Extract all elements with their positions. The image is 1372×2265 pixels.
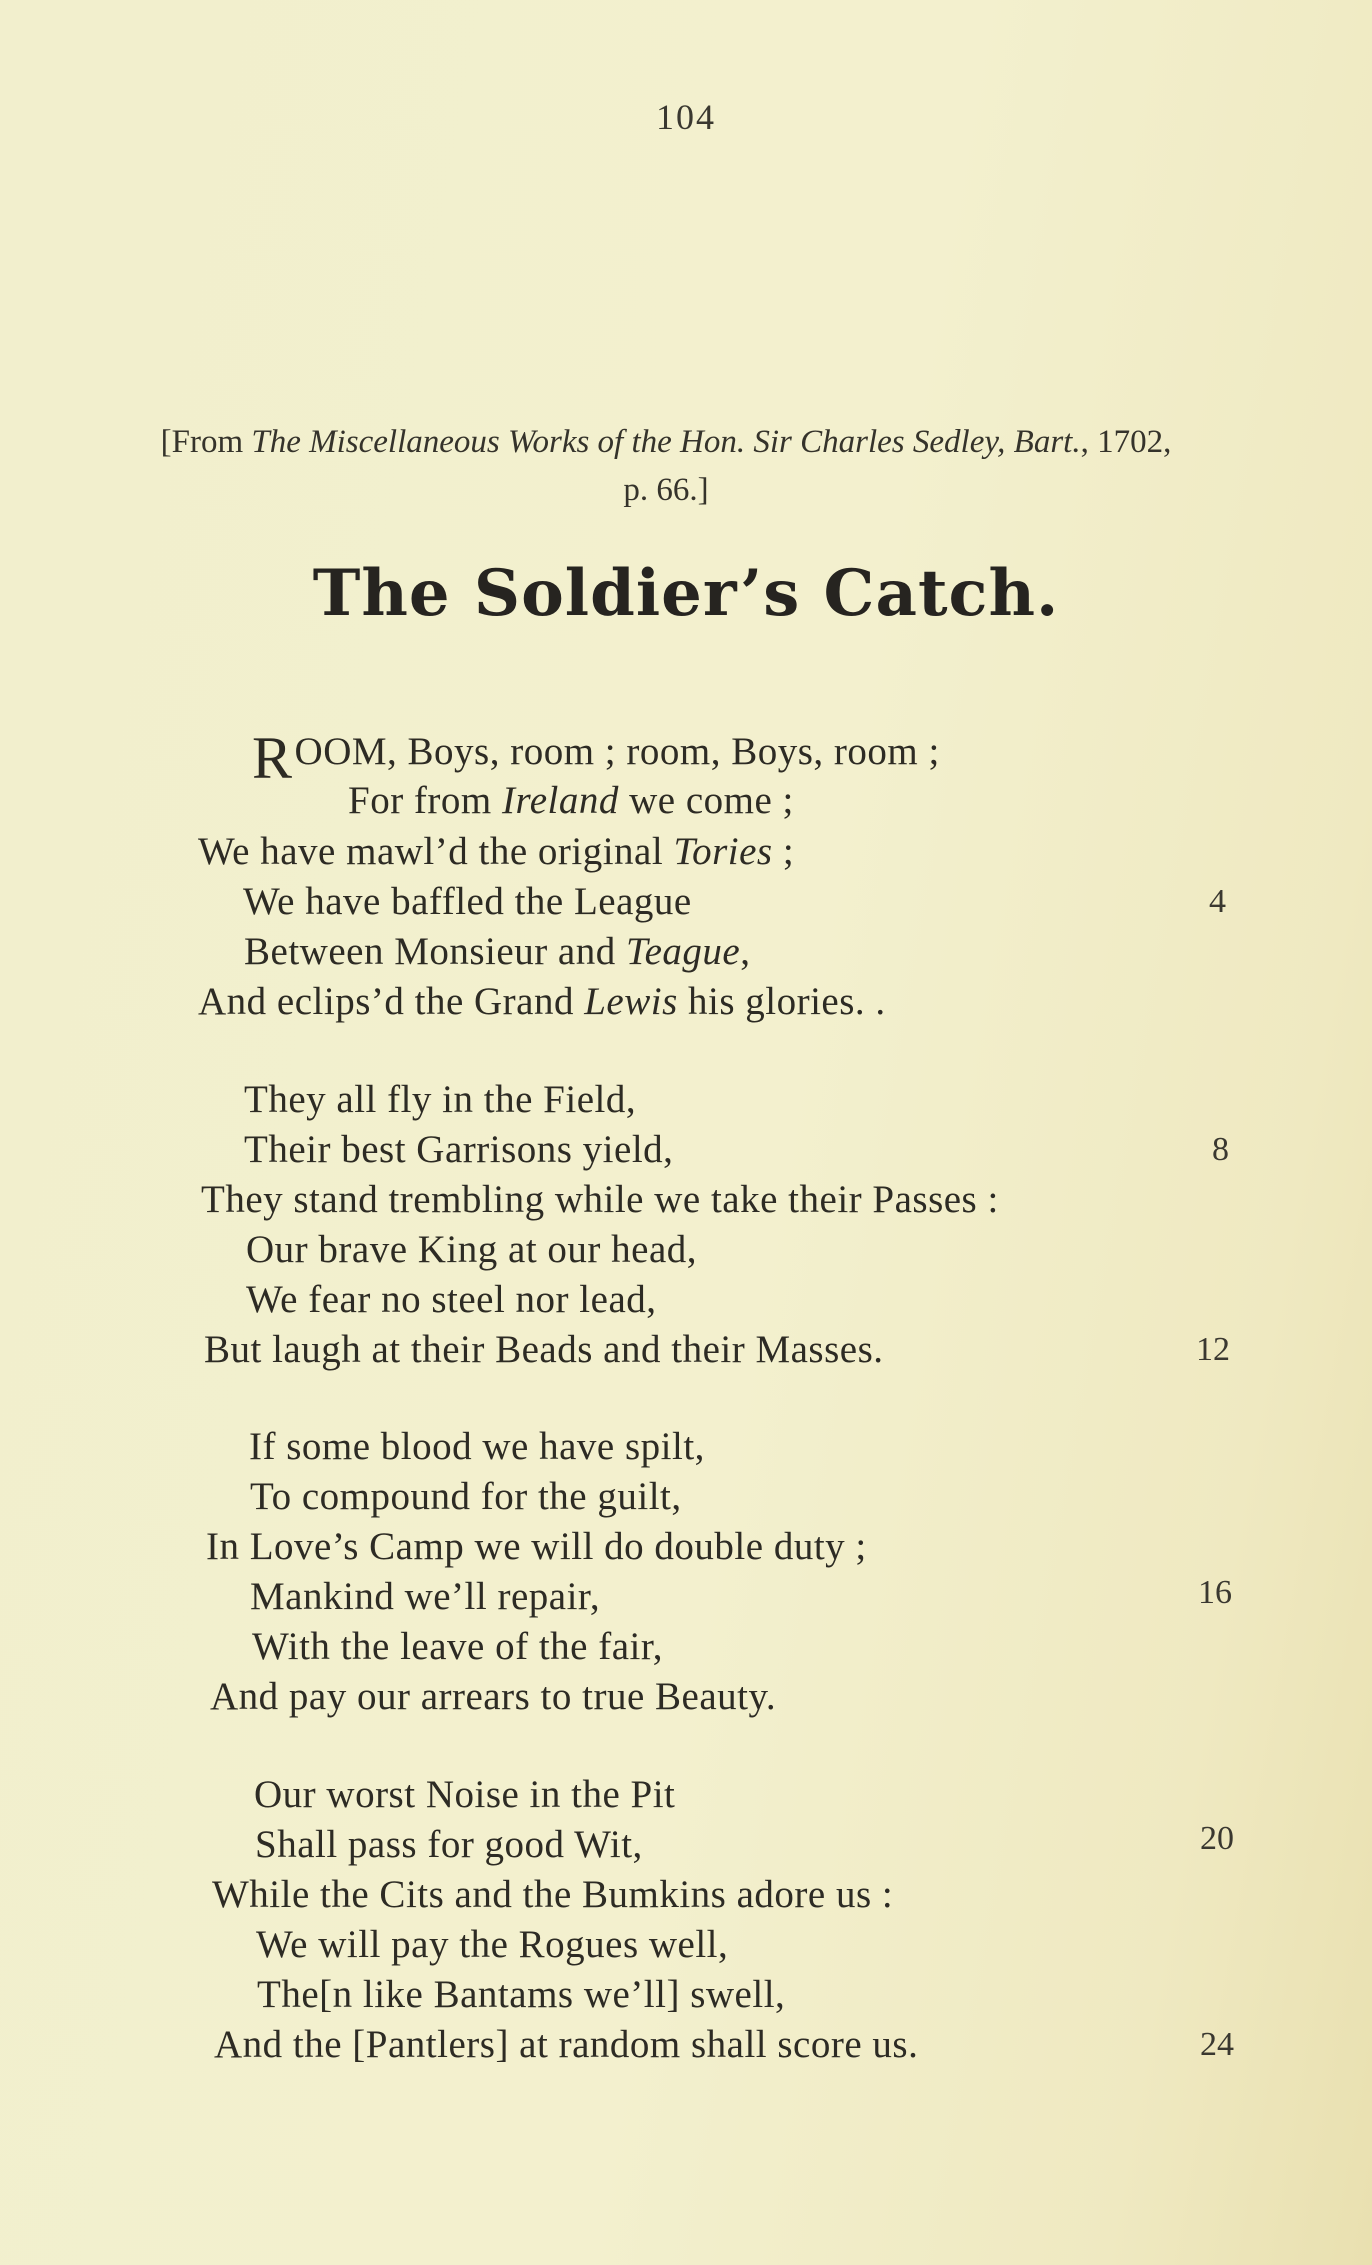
page-number: 104 (656, 97, 716, 137)
line-number: 20 (1200, 1820, 1234, 1857)
source-work-title: The Miscellaneous Works of the Hon. Sir Charles Sedley, Bart. (251, 424, 1081, 460)
poem-line: We fear no steel nor lead, (246, 1278, 657, 1321)
poem-line: The[n like Bantams we’ll] swell, (257, 1973, 786, 2016)
poem-line: For from Ireland we come ; (348, 779, 794, 822)
poem-line: Their best Garrisons yield, (244, 1128, 674, 1171)
poem-line: We have baffled the League (243, 880, 692, 923)
poem-line: We will pay the Rogues well, (256, 1923, 729, 1966)
poem-line: To compound for the guilt, (250, 1475, 682, 1518)
poem-line: Between Monsieur and Teague, (244, 930, 751, 973)
poem-title: The Soldier’s Catch. (312, 556, 1060, 631)
poem-line: Our worst Noise in the Pit (254, 1773, 676, 1816)
poem-line: They stand trembling while we take their Passes : (201, 1178, 999, 1221)
source-year: , 1702, (1080, 424, 1172, 460)
poem-line: We have mawl’d the original Tories ; (198, 830, 795, 873)
poem-line: Shall pass for good Wit, (255, 1823, 643, 1866)
poem-line: Our brave King at our head, (246, 1228, 698, 1271)
poem-line: With the leave of the fair, (252, 1625, 664, 1668)
poem-line: In Love’s Camp we will do double duty ; (206, 1525, 867, 1568)
poem-line: Mankind we’ll repair, (250, 1575, 601, 1618)
source-note (96, 418, 1236, 514)
line-number: 4 (1209, 883, 1226, 920)
line-number: 8 (1212, 1131, 1229, 1168)
poem-line: They all fly in the Field, (244, 1078, 637, 1121)
source-open: [From (160, 424, 252, 460)
poem-line: And pay our arrears to true Beauty. (210, 1675, 777, 1718)
poem-line: While the Cits and the Bumkins adore us : (212, 1873, 894, 1916)
poem-line: And the [Pantlers] at random shall score us. (214, 2023, 919, 2066)
poem-line: ROOM, Boys, room ; room, Boys, room ; (252, 725, 940, 791)
poem-line: If some blood we have spilt, (249, 1425, 705, 1468)
line-number: 16 (1198, 1574, 1232, 1611)
line-number: 12 (1196, 1331, 1230, 1368)
line-number: 24 (1200, 2026, 1234, 2063)
drop-cap: R (252, 725, 293, 791)
poem-line: And eclips’d the Grand Lewis his glories. . (198, 980, 886, 1023)
source-page-ref: p. 66.] (623, 472, 709, 508)
poem-line: But laugh at their Beads and their Masses. (204, 1328, 884, 1371)
